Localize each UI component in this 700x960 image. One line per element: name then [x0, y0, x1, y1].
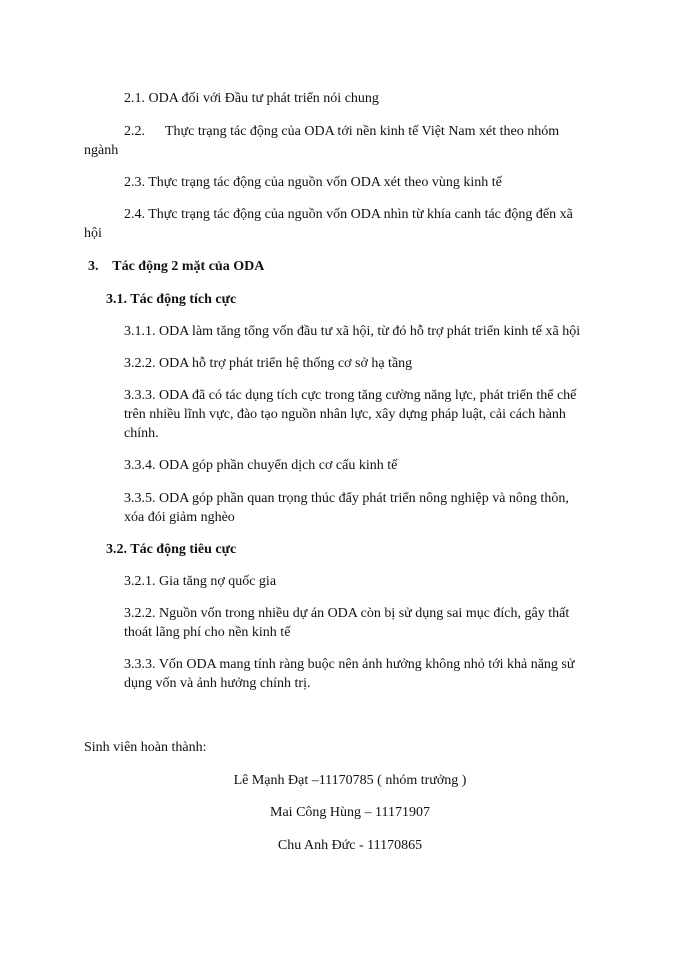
- positive-item-3-line3: chính.: [124, 426, 159, 441]
- section-3-heading: 3. Tác động 2 mặt của ODA: [88, 259, 265, 274]
- item-2-2-number: 2.2.: [124, 124, 145, 139]
- negative-impact-heading: 3.2. Tác động tiêu cực: [106, 542, 237, 557]
- item-2-4-line2: hội: [84, 226, 102, 241]
- student-name-2: Mai Công Hùng – 11171907: [270, 805, 430, 820]
- negative-item-2-line2: thoát lãng phí cho nền kinh tế: [124, 625, 291, 640]
- item-2-2-line2: ngành: [84, 143, 119, 158]
- student-name-3: Chu Anh Đức - 11170865: [277, 838, 423, 853]
- positive-item-4: 3.3.4. ODA góp phần chuyển dịch cơ cấu kinh tế: [124, 458, 398, 473]
- student-name-1: Lê Mạnh Đạt –11170785 ( nhóm trưởng ): [233, 773, 467, 788]
- positive-item-1: 3.1.1. ODA làm tăng tổng vốn đầu tư xã hội, từ đó hỗ trợ phát triển kinh tế xã hội: [124, 324, 581, 339]
- negative-item-3-line1: 3.3.3. Vốn ODA mang tính ràng buộc nên ảnh hưởng không nhỏ tới khả năng sử: [124, 657, 575, 672]
- item-2-2-line1: [124, 122, 559, 141]
- negative-item-2-line1: 3.2.2. Nguồn vốn trong nhiều dự án ODA còn bị sử dụng sai mục đích, gây thất: [124, 606, 570, 621]
- students-label: Sinh viên hoàn thành:: [84, 740, 207, 755]
- positive-item-5-line2: xóa đói giảm nghèo: [124, 510, 235, 525]
- positive-item-3-line1: 3.3.3. ODA đã có tác dụng tích cực trong tăng cường năng lực, phát triển thể chế: [124, 388, 577, 403]
- positive-item-2: 3.2.2. ODA hỗ trợ phát triển hệ thống cơ sở hạ tầng: [124, 356, 413, 371]
- item-2-2-text: Thực trạng tác động của ODA tới nền kinh tế Việt Nam xét theo nhóm: [165, 124, 560, 139]
- positive-impact-heading: 3.1. Tác động tích cực: [106, 292, 237, 307]
- item-2-4-line1: 2.4. Thực trạng tác động của nguồn vốn ODA nhìn từ khía canh tác động đến xã: [124, 207, 573, 222]
- negative-item-1: 3.2.1. Gia tăng nợ quốc gia: [124, 574, 277, 589]
- positive-item-3-line2: trên nhiều lĩnh vực, đào tạo nguồn nhân lực, xây dựng pháp luật, cải cách hành: [124, 407, 566, 422]
- item-2-3: 2.3. Thực trạng tác động của nguồn vốn ODA xét theo vùng kinh tế: [124, 175, 502, 190]
- item-2-1: 2.1. ODA đối với Đầu tư phát triển nói chung: [124, 91, 379, 106]
- negative-item-3-line2: dụng vốn và ảnh hưởng chính trị.: [124, 676, 311, 691]
- positive-item-5-line1: 3.3.5. ODA góp phần quan trọng thúc đẩy phát triển nông nghiệp và nông thôn,: [124, 491, 569, 506]
